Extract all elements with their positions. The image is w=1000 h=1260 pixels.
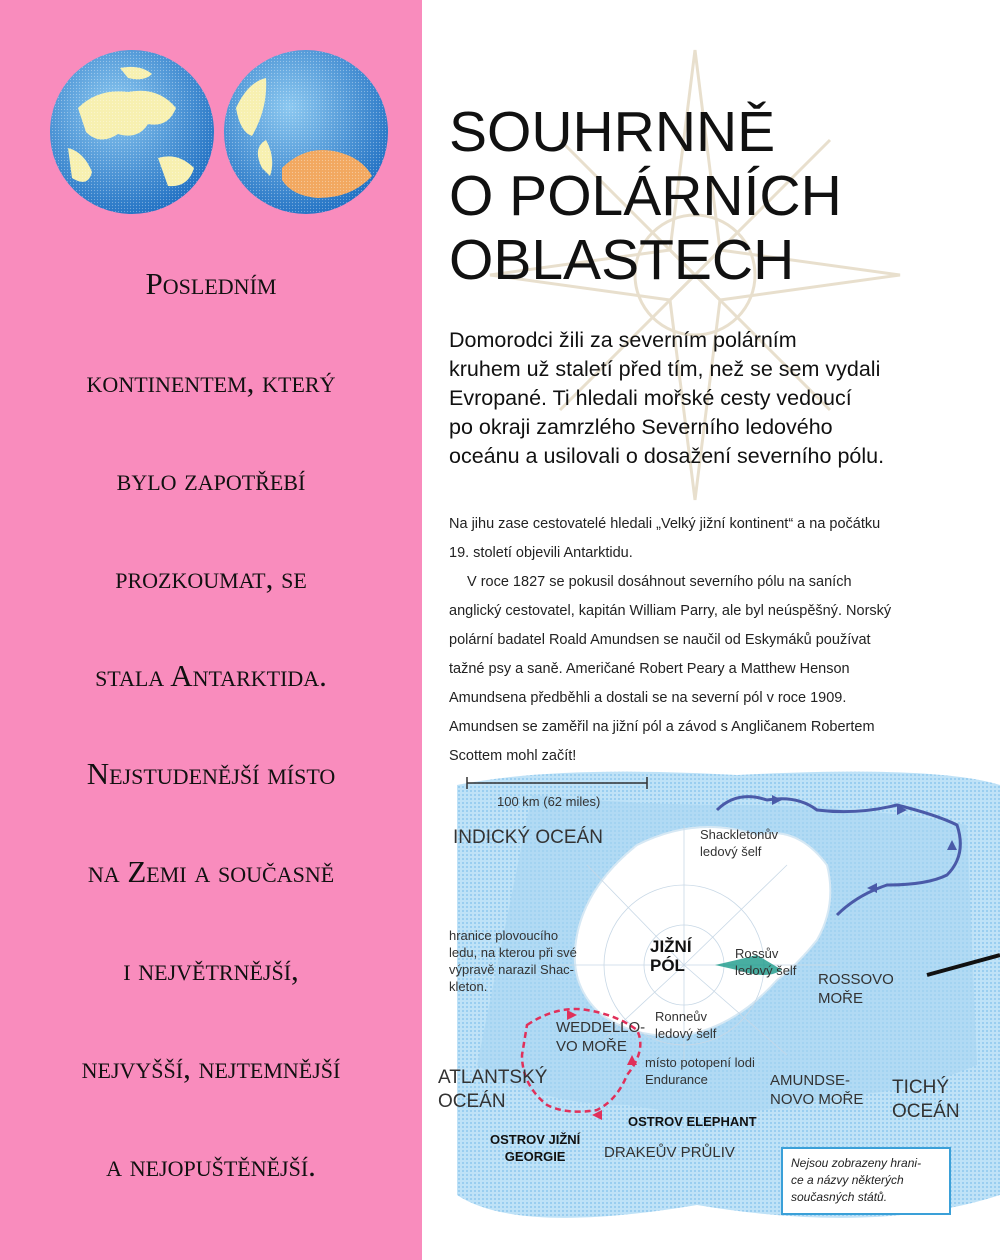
note-line: ce a názvy některých [791, 1173, 904, 1187]
map-label-atlantic [438, 1066, 547, 1114]
quote-line: nejvyšší, nejtemnější [81, 1050, 341, 1085]
quote-line: a nejopuštěnější. [106, 1148, 316, 1183]
label-line: GEORGIE [504, 1149, 566, 1164]
body-line: Scottem mohl začít! [449, 748, 577, 764]
lead-line: Domorodci žili za severním polárním [449, 328, 797, 352]
label-line: WEDDELLO- [556, 1019, 646, 1036]
label-line: AMUNDSE- [770, 1072, 851, 1089]
label-line: Ronneův [655, 1009, 708, 1024]
body-line: V roce 1827 se pokusil dosáhnout severního pólu na saních [467, 574, 852, 590]
label-line: ledový šelf [655, 1026, 717, 1041]
note-line: současných států. [791, 1190, 888, 1204]
label-line: kleton. [449, 979, 488, 994]
quote-line: Posledním [145, 266, 277, 301]
lead-paragraph [449, 326, 969, 471]
arctic-globe [48, 48, 216, 216]
body-line: polární badatel Roald Amundsen se naučil od Eskymáků používat [449, 632, 871, 648]
label-line: Endurance [645, 1072, 708, 1087]
label-line: místo potopení lodi [645, 1055, 755, 1070]
lead-line: oceánu a usilovali o dosažení severního pólu. [449, 444, 885, 468]
map-label-south-georgia [490, 1131, 580, 1165]
sidebar-quote [0, 235, 422, 1215]
lead-line: Evropané. Ti hledali mořské cesty vedoucí [449, 386, 852, 410]
body-line: Amundsena předběhli a dostali se na severní pól v roce 1909. [449, 690, 847, 706]
quote-line: Nejstudenější místo [86, 756, 336, 791]
map-label-elephant-island: OSTROV ELEPHANT [628, 1114, 757, 1129]
label-line: VO MOŘE [556, 1038, 627, 1055]
map-label-ross-sea [818, 970, 894, 1008]
label-line: ledový šelf [700, 844, 762, 859]
map-label-ice-border [449, 927, 577, 995]
quote-line: kontinentem, který [86, 364, 336, 399]
map-label-drake-passage: DRAKEŮV PRŮLIV [604, 1144, 735, 1161]
label-line: OCEÁN [438, 1091, 506, 1112]
label-line: JIŽNÍ [650, 937, 692, 956]
map-label-pacific [892, 1076, 960, 1124]
quote-line: bylo zapotřebí [116, 462, 306, 497]
page-title [449, 100, 989, 292]
map-label-weddell-sea [556, 1018, 645, 1056]
body-line: tažné psy a saně. Američané Robert Peary a Matthew Henson [449, 661, 850, 677]
label-line: ROSSOVO [818, 971, 894, 988]
label-line: výpravě narazil Shac- [449, 962, 574, 977]
map-label-endurance [645, 1054, 755, 1088]
label-line: Shackletonův [700, 827, 779, 842]
map-label-ross-shelf [735, 945, 796, 979]
map-label-indian-ocean: INDICKÝ OCEÁN [453, 827, 603, 848]
label-line: OCEÁN [892, 1101, 960, 1122]
body-line: Na jihu zase cestovatelé hledali „Velký jižní kontinent“ a na počátku [449, 516, 881, 532]
map-label-shackleton-shelf [700, 826, 778, 860]
body-line: 19. století objevili Antarktidu. [449, 545, 633, 561]
body-line: Amundsen se zaměřil na jižní pól a závod s Angličanem Robertem [449, 719, 875, 735]
label-line: TICHÝ [892, 1077, 949, 1098]
lead-line: kruhem už staletí před tím, než se sem vydali [449, 357, 881, 381]
title-line: SOUHRNNĚ [449, 100, 776, 164]
quote-line: na Zemi a současně [87, 854, 335, 889]
note-line: Nejsou zobrazeny hrani- [791, 1156, 922, 1170]
label-line: ATLANTSKÝ [438, 1067, 548, 1088]
lead-line: po okraji zamrzlého Severního ledového [449, 415, 833, 439]
map-label-ronne-shelf [655, 1008, 716, 1042]
map-note [781, 1147, 951, 1215]
map-label-south-pole [650, 937, 692, 975]
antarctic-globe [222, 48, 390, 216]
map-scale-label: 100 km (62 miles) [497, 794, 601, 809]
quote-line: i největrnější, [123, 952, 299, 987]
label-line: OSTROV JIŽNÍ [490, 1132, 581, 1147]
label-line: Rossův [735, 946, 779, 961]
body-line: anglický cestovatel, kapitán William Parry, ale byl neúspěšný. Norský [449, 603, 892, 619]
label-line: ledu, na kterou při své [449, 945, 577, 960]
label-line: NOVO MOŘE [770, 1091, 864, 1108]
label-line: ledový šelf [735, 963, 797, 978]
body-paragraphs [449, 510, 949, 771]
title-line: O POLÁRNÍCH [449, 164, 842, 228]
quote-line: prozkoumat, se [115, 560, 307, 595]
quote-line: stala Antarktida. [95, 658, 327, 693]
title-line: OBLASTECH [449, 228, 795, 292]
label-line: PÓL [650, 956, 685, 975]
label-line: hranice plovoucího [449, 928, 559, 943]
map-label-amundsen-sea [770, 1071, 863, 1109]
label-line: MOŘE [818, 990, 863, 1007]
